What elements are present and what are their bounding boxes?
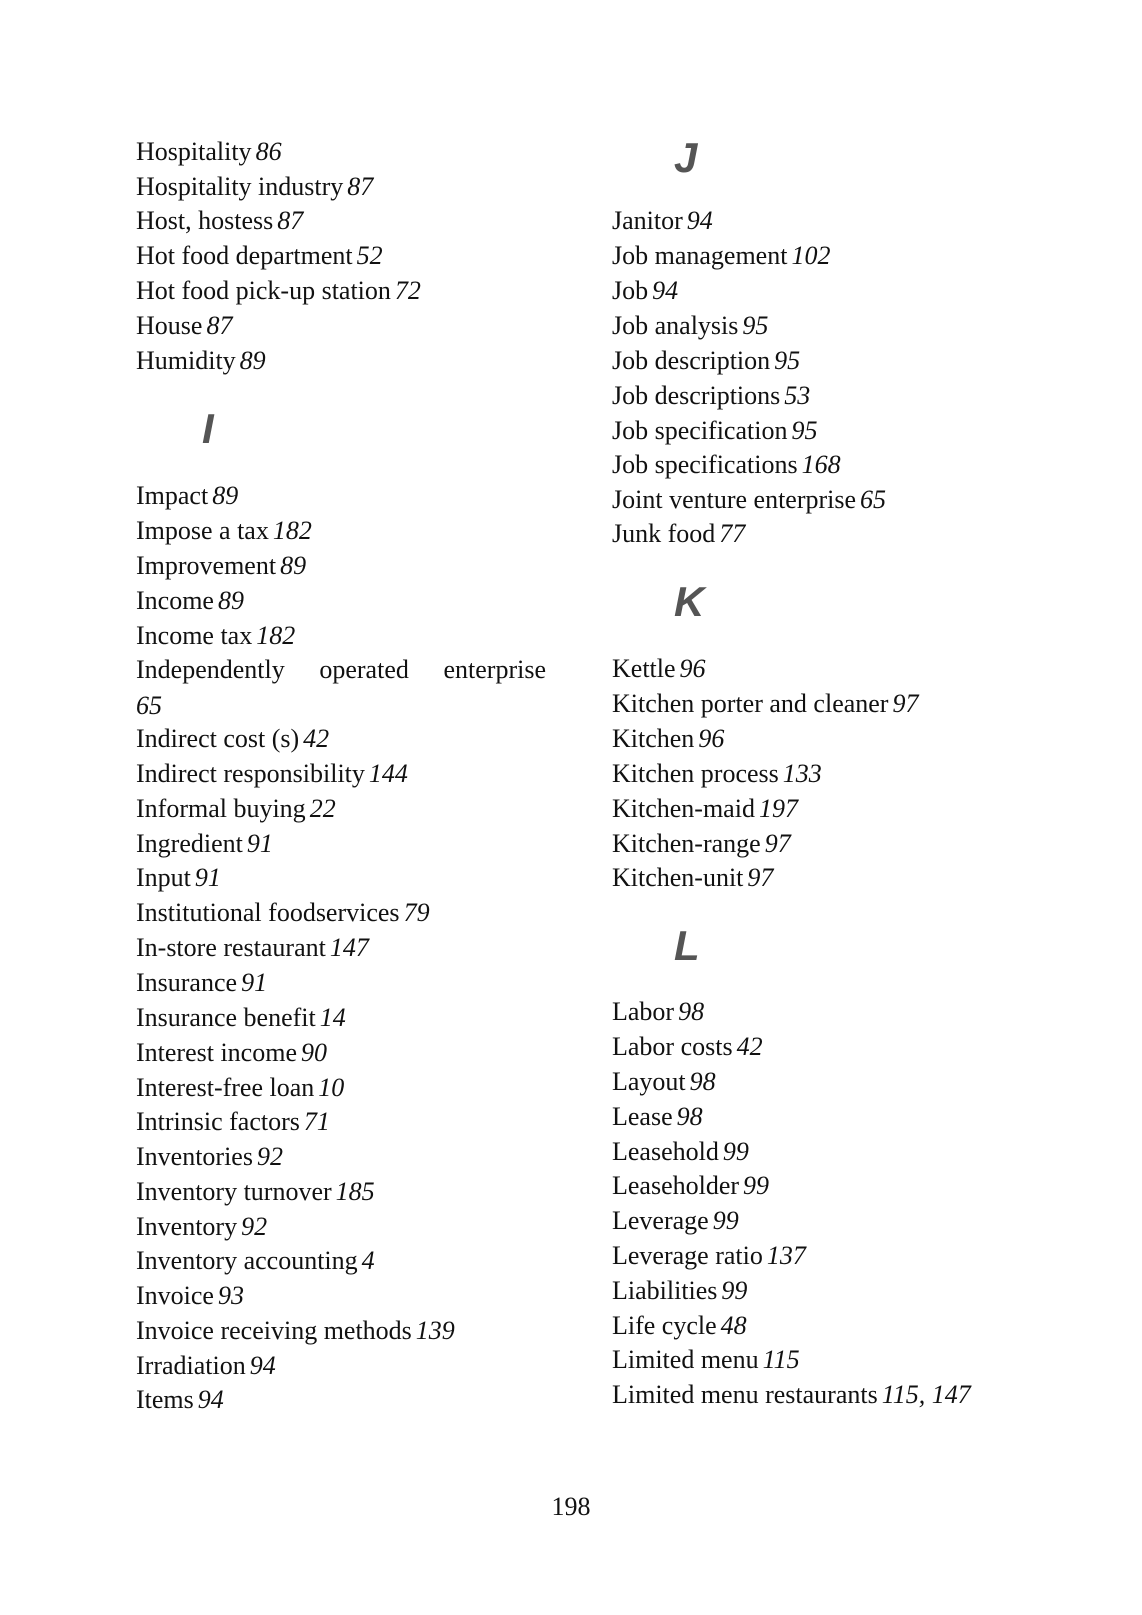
index-term: Income tax <box>136 621 253 650</box>
index-page-refs: 98 <box>678 997 705 1026</box>
index-page-refs: 95 <box>774 346 801 375</box>
index-entry <box>136 1243 375 1279</box>
index-entry <box>612 378 810 414</box>
index-entry <box>136 273 421 309</box>
index-entry <box>136 1000 346 1036</box>
index-entry <box>612 1342 800 1378</box>
index-entry <box>612 203 713 239</box>
index-entry <box>612 651 706 687</box>
index-entry <box>136 134 282 170</box>
index-entry <box>136 478 238 514</box>
index-entry <box>612 1377 971 1413</box>
index-section-letter: L <box>674 922 700 969</box>
index-entry <box>612 308 768 344</box>
index-term: Layout <box>612 1067 686 1096</box>
index-term: Informal buying <box>136 794 306 823</box>
index-term: Hospitality <box>136 137 252 166</box>
index-term: Inventory <box>136 1212 238 1241</box>
index-page-refs: 89 <box>217 586 244 615</box>
index-page-refs: 22 <box>309 794 336 823</box>
index-term: Leaseholder <box>612 1171 740 1200</box>
index-term: Items <box>136 1385 194 1414</box>
index-entry <box>612 1203 739 1239</box>
index-page-refs: 96 <box>698 724 725 753</box>
index-term: Intrinsic factors <box>136 1107 300 1136</box>
index-term: Inventory accounting <box>136 1246 358 1275</box>
index-term: Kitchen porter and cleaner <box>612 689 889 718</box>
index-entry <box>612 343 800 379</box>
index-page-refs: 94 <box>249 1351 276 1380</box>
index-term: Independently operated enterprise <box>136 655 546 684</box>
index-page-refs: 93 <box>217 1281 244 1310</box>
index-page-refs: 90 <box>301 1038 327 1067</box>
index-term: Janitor <box>612 206 683 235</box>
index-page-refs: 94 <box>686 206 713 235</box>
index-term: Limited menu restaurants <box>612 1380 878 1409</box>
index-page-refs: 102 <box>791 241 831 270</box>
index-term: Leverage ratio <box>612 1241 763 1270</box>
index-term: Improvement <box>136 551 277 580</box>
index-term: Job specifications <box>612 450 798 479</box>
index-page-refs: 4 <box>361 1246 375 1275</box>
index-entry <box>612 447 841 483</box>
index-entry <box>136 791 336 827</box>
index-entry <box>612 1168 769 1204</box>
index-term: Liabilities <box>612 1276 718 1305</box>
index-page-refs: 197 <box>758 794 798 823</box>
index-term: Ingredient <box>136 829 243 858</box>
index-page-refs: 71 <box>303 1107 330 1136</box>
index-term: Labor costs <box>612 1032 733 1061</box>
index-page-refs: 98 <box>689 1067 716 1096</box>
index-entry <box>612 994 704 1030</box>
index-term: Kitchen process <box>612 759 779 788</box>
index-page-refs: 92 <box>241 1212 268 1241</box>
index-entry <box>136 930 369 966</box>
index-term: House <box>136 311 203 340</box>
index-entry <box>136 965 267 1001</box>
index-term: Hot food department <box>136 241 353 270</box>
index-page-refs: 96 <box>679 654 706 683</box>
page-number: 198 <box>551 1492 591 1521</box>
index-page-refs: 89 <box>212 481 239 510</box>
index-term: Interest income <box>136 1038 297 1067</box>
index-term: Kettle <box>612 654 676 683</box>
index-entry <box>612 826 791 862</box>
index-term: Input <box>136 863 191 892</box>
index-term: Leasehold <box>612 1137 719 1166</box>
index-page-refs: 95 <box>742 311 769 340</box>
index-entry <box>612 238 830 274</box>
index-page-refs: 89 <box>239 346 266 375</box>
index-entry <box>612 860 773 896</box>
index-entry <box>136 513 312 549</box>
index-page-refs: 115, 147 <box>881 1380 971 1409</box>
index-page-refs: 10 <box>318 1073 345 1102</box>
index-entry <box>612 1029 763 1065</box>
index-section-letter: J <box>674 134 698 181</box>
index-entry <box>612 516 745 552</box>
index-page-refs: 97 <box>747 863 774 892</box>
index-entry <box>136 618 295 654</box>
index-page-refs: 72 <box>394 276 421 305</box>
index-term: Kitchen <box>612 724 695 753</box>
index-term: Inventories <box>136 1142 253 1171</box>
index-term: Income <box>136 586 214 615</box>
index-entry <box>612 1064 716 1100</box>
index-entry <box>136 1348 276 1384</box>
index-page-refs: 168 <box>801 450 841 479</box>
index-section-letter: K <box>674 578 705 625</box>
index-page-refs: 42 <box>303 724 330 753</box>
index-page-refs: 94 <box>652 276 679 305</box>
index-term: Impact <box>136 481 209 510</box>
index-entry <box>136 1382 224 1418</box>
index-page-refs: 99 <box>712 1206 739 1235</box>
index-term: Job <box>612 276 649 305</box>
index-entry <box>612 721 724 757</box>
index-section-letter: I <box>202 405 214 452</box>
index-entry <box>612 273 678 309</box>
index-entry <box>136 1313 455 1349</box>
index-term: Life cycle <box>612 1311 717 1340</box>
index-term: Irradiation <box>136 1351 246 1380</box>
index-page-refs: 182 <box>256 621 296 650</box>
index-term: Insurance <box>136 968 238 997</box>
index-entry <box>612 413 817 449</box>
index-page-refs: 95 <box>791 416 818 445</box>
index-page-refs: 53 <box>784 381 811 410</box>
index-term: Hot food pick-up station <box>136 276 391 305</box>
index-entry <box>136 1070 344 1106</box>
index-term: Impose a tax <box>136 516 269 545</box>
index-entry <box>612 791 798 827</box>
index-term: Kitchen-unit <box>612 863 744 892</box>
index-term: Job analysis <box>612 311 739 340</box>
index-term: Inventory turnover <box>136 1177 332 1206</box>
index-page-refs: 65 <box>136 691 162 720</box>
index-page-refs: 97 <box>764 829 791 858</box>
index-entry <box>136 1174 375 1210</box>
index-page-refs: 133 <box>782 759 822 788</box>
index-entry <box>136 1104 330 1140</box>
index-page-refs: 92 <box>256 1142 283 1171</box>
index-term: Job descriptions <box>612 381 781 410</box>
index-term: Labor <box>612 997 675 1026</box>
index-term: Leverage <box>612 1206 709 1235</box>
index-term: Hospitality industry <box>136 172 344 201</box>
index-page-refs: 91 <box>246 829 273 858</box>
index-entry <box>612 1099 703 1135</box>
index-entry <box>136 238 383 274</box>
index-term: Invoice receiving methods <box>136 1316 412 1345</box>
index-page-refs: 65 <box>860 485 887 514</box>
index-term: Kitchen-range <box>612 829 761 858</box>
index-entry <box>136 203 303 239</box>
index-entry <box>612 482 886 518</box>
index-page-refs: 89 <box>280 551 307 580</box>
index-term: Job management <box>612 241 788 270</box>
index-page-refs: 14 <box>319 1003 346 1032</box>
index-page-refs: 87 <box>206 311 233 340</box>
index-entry <box>136 756 408 792</box>
index-entry <box>612 1308 747 1344</box>
index-page-refs: 77 <box>719 519 746 548</box>
index-entry <box>136 826 273 862</box>
index-page-refs: 147 <box>329 933 369 962</box>
index-entry <box>136 1035 327 1071</box>
index-page-refs: 48 <box>720 1311 747 1340</box>
index-entry <box>612 756 822 792</box>
index-entry <box>136 1209 267 1245</box>
index-page-refs: 94 <box>197 1385 224 1414</box>
index-entry <box>136 652 546 724</box>
index-term: Humidity <box>136 346 236 375</box>
index-entry <box>136 721 329 757</box>
index-entry <box>612 1238 806 1274</box>
index-page-refs: 115 <box>762 1345 800 1374</box>
index-entry <box>136 1139 283 1175</box>
index-page-refs: 87 <box>277 206 304 235</box>
index-page-refs: 86 <box>255 137 282 166</box>
index-term: Kitchen-maid <box>612 794 755 823</box>
index-entry <box>136 308 232 344</box>
index-entry <box>612 686 918 722</box>
index-entry <box>136 860 221 896</box>
index-term: Insurance benefit <box>136 1003 316 1032</box>
index-entry <box>136 1278 244 1314</box>
index-page-refs: 137 <box>766 1241 806 1270</box>
index-page-refs: 91 <box>194 863 221 892</box>
index-term: Job specification <box>612 416 788 445</box>
index-entry <box>136 169 373 205</box>
index-term: Junk food <box>612 519 716 548</box>
index-page-refs: 99 <box>722 1137 749 1166</box>
index-entry <box>136 343 266 379</box>
index-page-refs: 99 <box>743 1171 770 1200</box>
index-term: In-store restaurant <box>136 933 326 962</box>
index-page-refs: 52 <box>356 241 383 270</box>
index-page-refs: 79 <box>403 898 430 927</box>
index-entry <box>612 1273 747 1309</box>
index-page-refs: 87 <box>347 172 374 201</box>
index-term: Limited menu <box>612 1345 759 1374</box>
index-term: Host, hostess <box>136 206 274 235</box>
index-term: Interest-free loan <box>136 1073 315 1102</box>
index-entry <box>136 583 244 619</box>
index-page-refs: 99 <box>721 1276 748 1305</box>
index-page-refs: 139 <box>415 1316 455 1345</box>
index-page-refs: 91 <box>241 968 268 997</box>
index-page-refs: 97 <box>892 689 919 718</box>
index-term: Invoice <box>136 1281 214 1310</box>
index-page-refs: 42 <box>736 1032 763 1061</box>
index-term: Job description <box>612 346 771 375</box>
index-page-refs: 182 <box>272 516 312 545</box>
index-page-refs: 185 <box>335 1177 375 1206</box>
index-page-refs: 144 <box>368 759 408 788</box>
index-term: Indirect responsibility <box>136 759 365 788</box>
index-term: Institutional foodservices <box>136 898 400 927</box>
index-entry <box>136 548 306 584</box>
index-term: Joint venture enterprise <box>612 485 857 514</box>
index-entry <box>136 895 430 931</box>
index-term: Lease <box>612 1102 673 1131</box>
index-term: Indirect cost (s) <box>136 724 300 753</box>
index-entry <box>612 1134 749 1170</box>
index-page-refs: 98 <box>676 1102 703 1131</box>
